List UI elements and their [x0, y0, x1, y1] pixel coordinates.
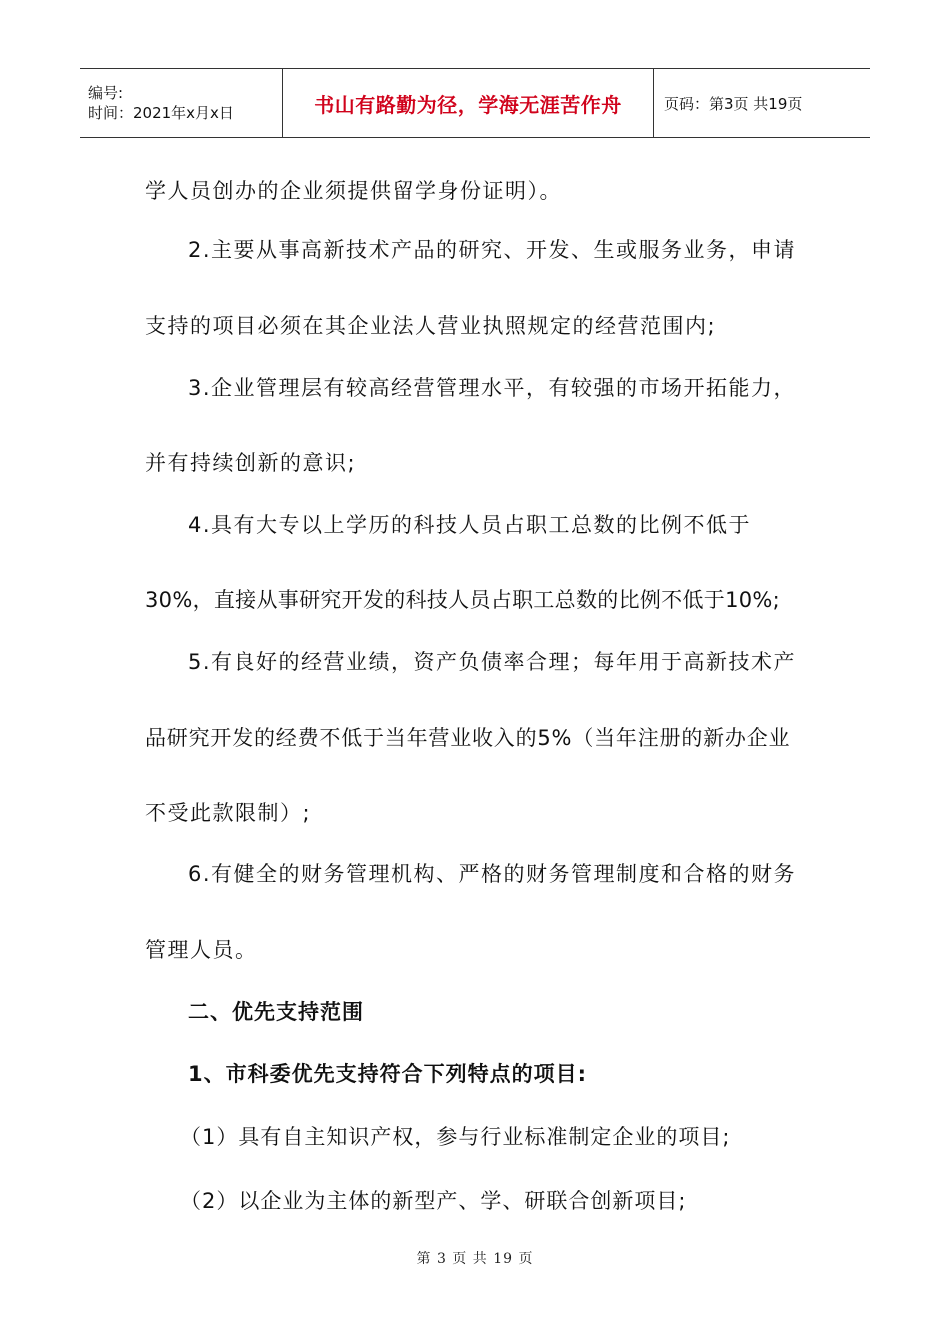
body-line: 2.主要从事高新技术产品的研究、开发、生或服务业务，申请 — [188, 238, 797, 262]
body-line: 并有持续创新的意识; — [145, 451, 357, 475]
body-line: 30%，直接从事研究开发的科技人员占职工总数的比例不低于10%; — [145, 588, 781, 612]
body-line: 3.企业管理层有较高经营管理水平，有较强的市场开拓能力， — [188, 376, 797, 400]
section-heading: 二、优先支持范围 — [188, 1000, 364, 1024]
body-line: 不受此款限制）; — [145, 801, 312, 825]
document-number-label: 编号: — [88, 84, 124, 102]
header-meta — [80, 69, 282, 137]
list-item: （1）具有自主知识产权，参与行业标准制定企业的项目; — [180, 1125, 731, 1149]
body-line: 支持的项目必须在其企业法人营业执照规定的经营范围内; — [145, 314, 717, 338]
body-line: 4.具有大专以上学历的科技人员占职工总数的比例不低于 — [188, 513, 752, 537]
body-line: 学人员创办的企业须提供留学身份证明）。 — [145, 179, 562, 203]
subsection-heading: 1、市科委优先支持符合下列特点的项目: — [188, 1062, 588, 1086]
body-line: 管理人员。 — [145, 938, 258, 962]
page-footer: 第 3 页 共 19 页 — [416, 1251, 534, 1267]
body-line: 品研究开发的经费不低于当年营业收入的5%（当年注册的新办企业 — [145, 726, 791, 750]
document-date: 时间：2021年x月x日 — [88, 104, 234, 122]
list-item: （2）以企业为主体的新型产、学、研联合创新项目; — [180, 1189, 687, 1213]
body-line: 5.有良好的经营业绩，资产负债率合理；每年用于高新技术产 — [188, 650, 797, 674]
page-header — [80, 68, 870, 138]
header-motto: 书山有路勤为径，学海无涯苦作舟 — [282, 69, 654, 137]
header-page-info: 页码：第3页 共19页 — [664, 94, 803, 113]
body-line: 6.有健全的财务管理机构、严格的财务管理制度和合格的财务 — [188, 862, 797, 886]
